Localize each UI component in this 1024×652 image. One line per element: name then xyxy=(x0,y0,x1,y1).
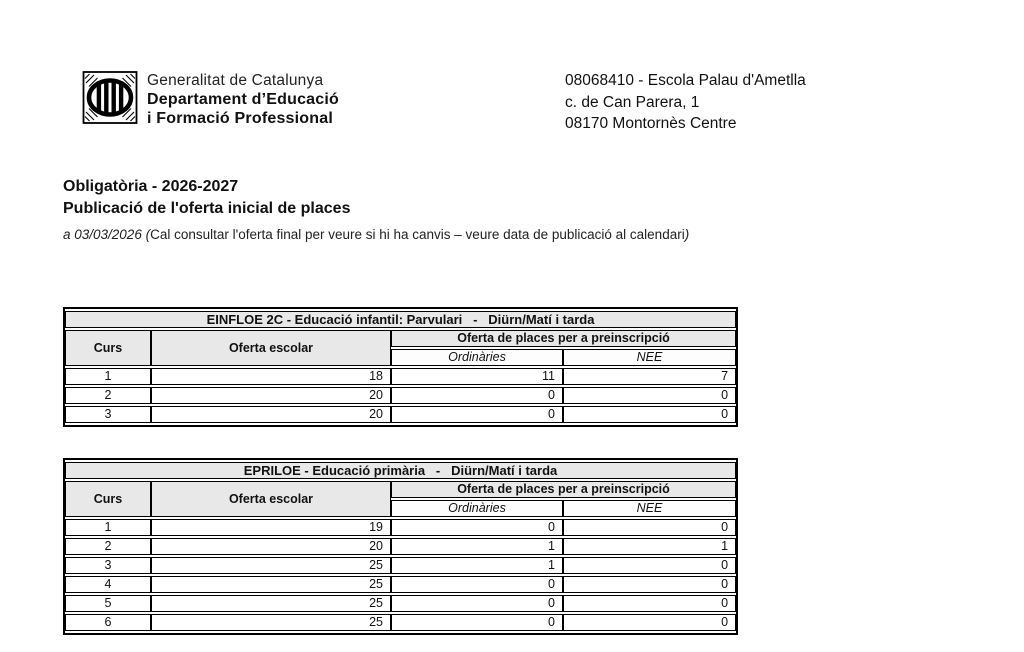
table-row xyxy=(65,519,736,536)
value-cell: 0 xyxy=(391,576,563,593)
value-cell: 0 xyxy=(391,595,563,612)
table-row xyxy=(65,387,736,404)
school-code-name: 08068410 - Escola Palau d'Ametlla xyxy=(565,72,806,89)
table-body xyxy=(65,368,736,423)
table-einfloe-wrapper xyxy=(63,307,734,427)
value-cell: 1 xyxy=(391,538,563,555)
value-cell: 20 xyxy=(151,387,391,404)
offer-table-epriloe xyxy=(63,458,738,635)
doc-note xyxy=(63,227,943,242)
value-cell: 1 xyxy=(391,557,563,574)
value-cell: 0 xyxy=(563,595,736,612)
curs-cell: 2 xyxy=(65,387,151,404)
value-cell: 0 xyxy=(563,387,736,404)
note-date-italic: a 03/03/2026 ( xyxy=(63,227,151,242)
org-department: Departament d’Educació xyxy=(147,91,340,108)
school-city: 08170 Montornès Centre xyxy=(565,115,737,132)
table-title-row xyxy=(65,462,736,479)
table-row xyxy=(65,368,736,385)
value-cell: 0 xyxy=(563,614,736,631)
col-header-preinscripcio: Oferta de places per a preinscripció xyxy=(391,330,736,347)
value-cell: 1 xyxy=(563,538,736,555)
value-cell: 0 xyxy=(563,406,736,423)
school-address: c. de Can Parera, 1 xyxy=(565,93,700,111)
organization-block xyxy=(147,71,339,128)
value-cell: 0 xyxy=(563,576,736,593)
curs-cell: 2 xyxy=(65,538,151,555)
value-cell: 20 xyxy=(151,538,391,555)
org-department-line2: i Formació Professional xyxy=(147,110,333,127)
table-row xyxy=(65,557,736,574)
value-cell: 19 xyxy=(151,519,391,536)
title-block xyxy=(63,176,943,242)
table-row xyxy=(65,614,736,631)
school-info-block xyxy=(565,70,806,135)
table-header-row xyxy=(65,330,736,347)
col-header-preinscripcio: Oferta de places per a preinscripció xyxy=(391,481,736,498)
table-row xyxy=(65,538,736,555)
table-title: EINFLOE 2C - Educació infantil: Parvulari - Diürn/Matí i tarda xyxy=(65,311,736,328)
curs-cell: 1 xyxy=(65,368,151,385)
note-close-paren: ) xyxy=(684,227,690,242)
value-cell: 20 xyxy=(151,406,391,423)
curs-cell: 5 xyxy=(65,595,151,612)
value-cell: 0 xyxy=(563,519,736,536)
col-header-curs: Curs xyxy=(65,330,151,366)
col-header-ordinaries: Ordinàries xyxy=(391,349,563,366)
curs-cell: 3 xyxy=(65,557,151,574)
org-name: Generalitat de Catalunya xyxy=(147,72,324,89)
curs-cell: 1 xyxy=(65,519,151,536)
doc-title-line2: Publicació de l'oferta inicial de places xyxy=(63,200,351,217)
doc-title-line1: Obligatòria - 2026-2027 xyxy=(63,178,239,195)
generalitat-seal-icon xyxy=(80,69,140,127)
col-header-nee: NEE xyxy=(563,349,736,366)
table-row xyxy=(65,576,736,593)
table-header-row xyxy=(65,481,736,498)
table-row xyxy=(65,406,736,423)
col-header-oferta-escolar: Oferta escolar xyxy=(151,330,391,366)
value-cell: 25 xyxy=(151,614,391,631)
value-cell: 18 xyxy=(151,368,391,385)
curs-cell: 4 xyxy=(65,576,151,593)
value-cell: 0 xyxy=(391,406,563,423)
value-cell: 0 xyxy=(391,387,563,404)
table-title: EPRILOE - Educació primària - Diürn/Matí i tarda xyxy=(65,462,736,479)
value-cell: 0 xyxy=(563,557,736,574)
value-cell: 25 xyxy=(151,557,391,574)
table-row xyxy=(65,595,736,612)
col-header-curs: Curs xyxy=(65,481,151,517)
col-header-ordinaries: Ordinàries xyxy=(391,500,563,517)
col-header-oferta-escolar: Oferta escolar xyxy=(151,481,391,517)
offer-table-einfloe xyxy=(63,307,738,427)
generalitat-seal-logo xyxy=(80,69,140,127)
table-title-row xyxy=(65,311,736,328)
col-header-nee: NEE xyxy=(563,500,736,517)
table-body xyxy=(65,519,736,631)
curs-cell: 6 xyxy=(65,614,151,631)
curs-cell: 3 xyxy=(65,406,151,423)
value-cell: 0 xyxy=(391,519,563,536)
note-text: Cal consultar l'oferta final per veure si hi ha canvis – veure data de publicació al calendari xyxy=(150,227,685,242)
table-epriloe-wrapper xyxy=(63,458,734,635)
value-cell: 11 xyxy=(391,368,563,385)
value-cell: 0 xyxy=(391,614,563,631)
value-cell: 25 xyxy=(151,576,391,593)
value-cell: 25 xyxy=(151,595,391,612)
value-cell: 7 xyxy=(563,368,736,385)
